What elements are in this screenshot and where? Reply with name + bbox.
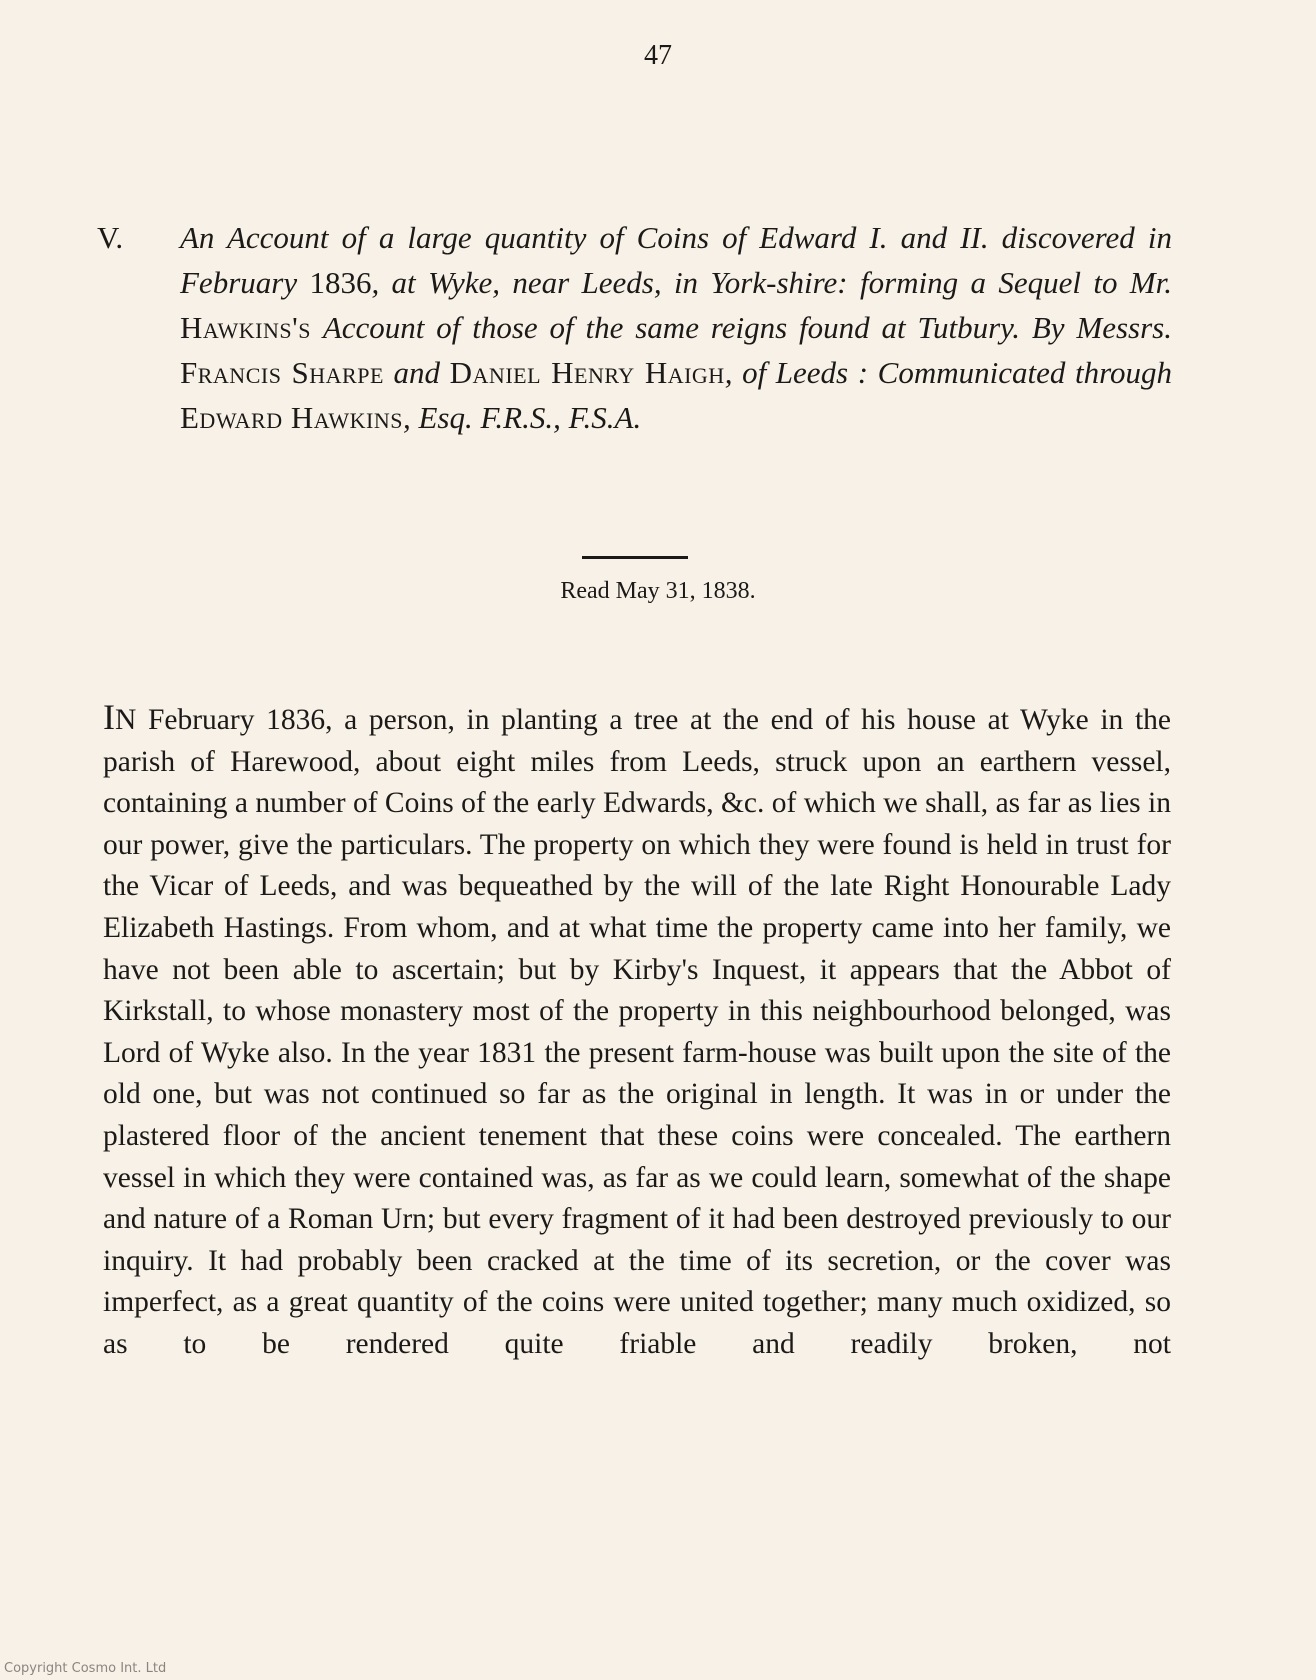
title-and: and	[393, 355, 441, 390]
article-heading	[97, 215, 1172, 440]
drop-initial: I	[103, 697, 115, 737]
author-hawkins: Hawkins's	[180, 310, 311, 345]
author-daniel-henry-haigh: Daniel Henry Haigh	[449, 355, 725, 390]
article-numeral: V.	[97, 220, 124, 255]
page-number: 47	[644, 40, 672, 71]
copyright-credit: Copyright Cosmo Int. Ltd	[4, 1661, 167, 1676]
author-edward-hawkins: Edward Hawkins	[180, 400, 403, 435]
title-year: 1836	[309, 265, 372, 300]
title-esq: , Esq. F.R.S., F.S.A.	[402, 400, 642, 435]
read-date: Read May 31, 1838.	[560, 578, 756, 604]
body-paragraph	[103, 697, 1171, 1366]
title-part-3: Account of those of the same reigns found at Tutbury. By Messrs.	[322, 310, 1172, 345]
title-of-leeds: , of Leeds : Communicated through	[724, 355, 1173, 390]
body-text: N February 1836, a person, in planting a tree at the end of his house at Wyke in the parish of Harewood, about eight miles from Leeds, struck upon an earthern vessel, containing a number of Coins of the early Edwards, &c. of which we shall, as far as lies in our power, give the particulars. The property on which they were found is held in trust for the Vicar of Leeds, and was bequeathed by the will of the late Right Honourable Lady Elizabeth Hastings. From whom, and at what time the property came into her family, we have not been able to ascertain; but by Kirby's Inquest, it appears that the Abbot of Kirkstall, to whose monastery most of the property in this neighbourhood belonged, was Lord of Wyke also. In the year 1831 the present farm-house was built upon the site of the old one, but was not continued so far as the original in length. It was in or under the plastered floor of the ancient tenement that these coins were concealed. The earthern vessel in which they were contained was, as far as we could learn, somewhat of the shape and nature of a Roman Urn; but every fragment of it had been destroyed previously to our inquiry. It had probably been cracked at the time of its secretion, or the cover was imperfect, as a great quantity of the coins were united together; many much oxidized, so as to be rendered quite friable and readily broken, not	[103, 704, 1171, 1360]
title-mr: Mr.	[1129, 265, 1172, 300]
author-francis-sharpe: Francis Sharpe	[180, 355, 384, 390]
title-part-2: , at Wyke, near Leeds, in York-shire: forming a Sequel to	[371, 265, 1130, 300]
title-part-1: An Account of a large quantity of Coins of Edward I. and II. discovered in February	[180, 220, 1172, 300]
section-divider	[582, 556, 688, 559]
article-title	[180, 215, 1172, 440]
